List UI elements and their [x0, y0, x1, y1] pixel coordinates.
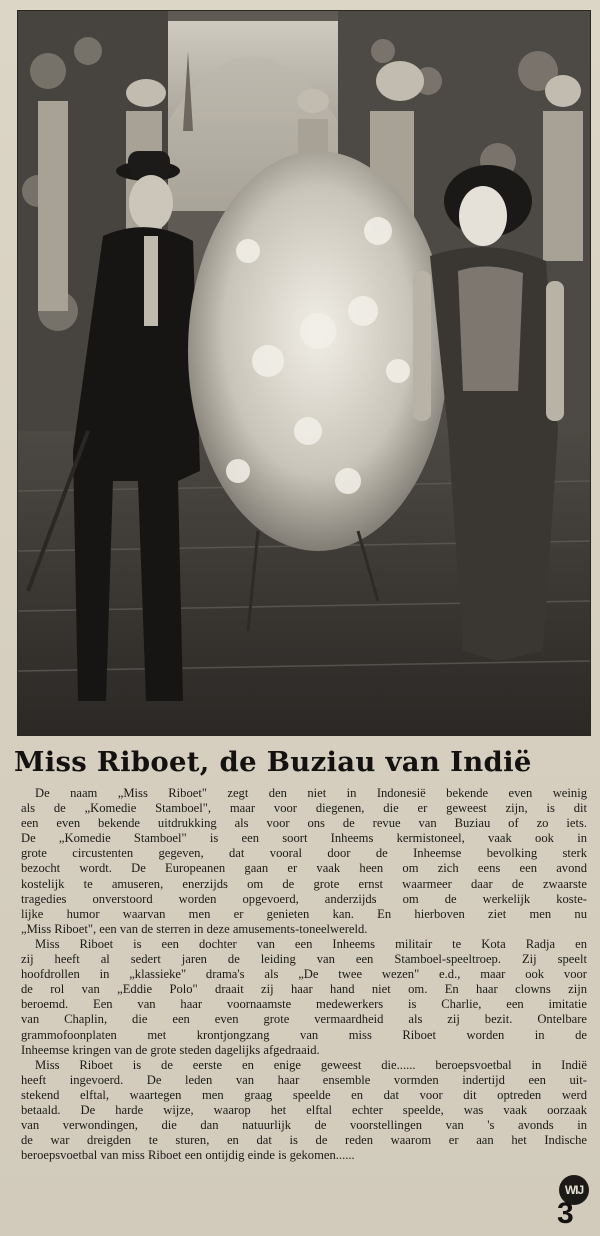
photograph-miss-riboet-and-charlie	[17, 10, 591, 736]
article-line: De naam „Miss Riboet" zegt den niet in Indonesië bekende even weinig	[35, 786, 587, 800]
article-line: lijke humor waarvan men er genieten kan. En hierboven ziet men nu	[21, 906, 587, 921]
article-line: de war dreigden te sturen, en dat is de reden waarom er aan het Indische	[21, 1133, 587, 1148]
article-line: „Miss Riboet", een van de sterren in deze amusements-toneelwereld.	[21, 921, 368, 936]
article-headline: Miss Riboet, de Buziau van Indië	[14, 746, 532, 778]
magazine-logo: WIJ	[559, 1175, 589, 1205]
article-line: beroemd. Een van haar voornaamste medewerkers is Charlie, een imitatie	[21, 997, 587, 1012]
article-body	[21, 786, 587, 1163]
article-line: grote circustenten gegeven, dat vooral door de Inheemse bevolking sterk	[21, 846, 587, 861]
article-line: bezocht wordt. De Europeanen gaan er vaak heen om zich eens een avond	[21, 861, 587, 876]
page-folio	[555, 1172, 595, 1232]
article-line: grammofoonplaten met krontjongzang van miss Riboet worden in de	[21, 1027, 587, 1042]
article-line: betaald. De harde wijze, waarop het elftal echter speelde, was vaak oorzaak	[21, 1102, 587, 1117]
article-line: als de „Komedie Stamboel", maar voor diegenen, die er geweest zijn, is dit	[21, 801, 587, 816]
article-line: tragedies onverstoord worden opgevoerd, anderzijds om de werkelijk koste-	[21, 891, 587, 906]
article-line: van verwondingen, die dan natuurlijk de voorstellingen van 's avonds in	[21, 1118, 587, 1133]
article-line: De „Komedie Stamboel" is een soort Inheems kermistoneel, vaak ook in	[21, 831, 587, 846]
article-line: kostelijk te amuseren, enerzijds om de grote ernst waarmeer daar de zwaarste	[21, 876, 587, 891]
article-line: een even bekende uitdrukking als voor ons de revue van Buziau of zo iets.	[21, 816, 587, 831]
article-line: van Chaplin, die een even grote vermaardheid als zij bezit. Ontelbare	[21, 1012, 587, 1027]
article-line: hoofdrollen in „klassieke" drama's als „De twee wezen" e.d., maar ook voor	[21, 967, 587, 982]
page-number: 3	[557, 1197, 574, 1230]
article-line: beroepsvoetbal van miss Riboet een ontijdig einde is gekomen......	[21, 1148, 355, 1163]
article-line: zij heeft al sedert jaren de leiding van een Stamboel-speeltroep. Zij speelt	[21, 952, 587, 967]
photo-illustration	[18, 11, 590, 735]
article-line: Inheemse kringen van de grote steden dagelijks afgedraaid.	[21, 1042, 320, 1057]
article-line: heeft ingevoerd. De leden van haar ensemble vormden indertijd een uit-	[21, 1072, 587, 1087]
article-line: Miss Riboet is de eerste en enige geweest die...... beroepsvoetbal in Indië	[35, 1057, 587, 1072]
article-line: de rol van „Eddie Polo" draait zij haar hand niet om. En haar clowns zijn	[21, 982, 587, 997]
article-line: stekend elftal, waartegen men graag speelde en dat voor dit optreden werd	[21, 1087, 587, 1102]
article-line: Miss Riboet is een dochter van een Inheems militair te Kota Radja en	[35, 936, 587, 951]
